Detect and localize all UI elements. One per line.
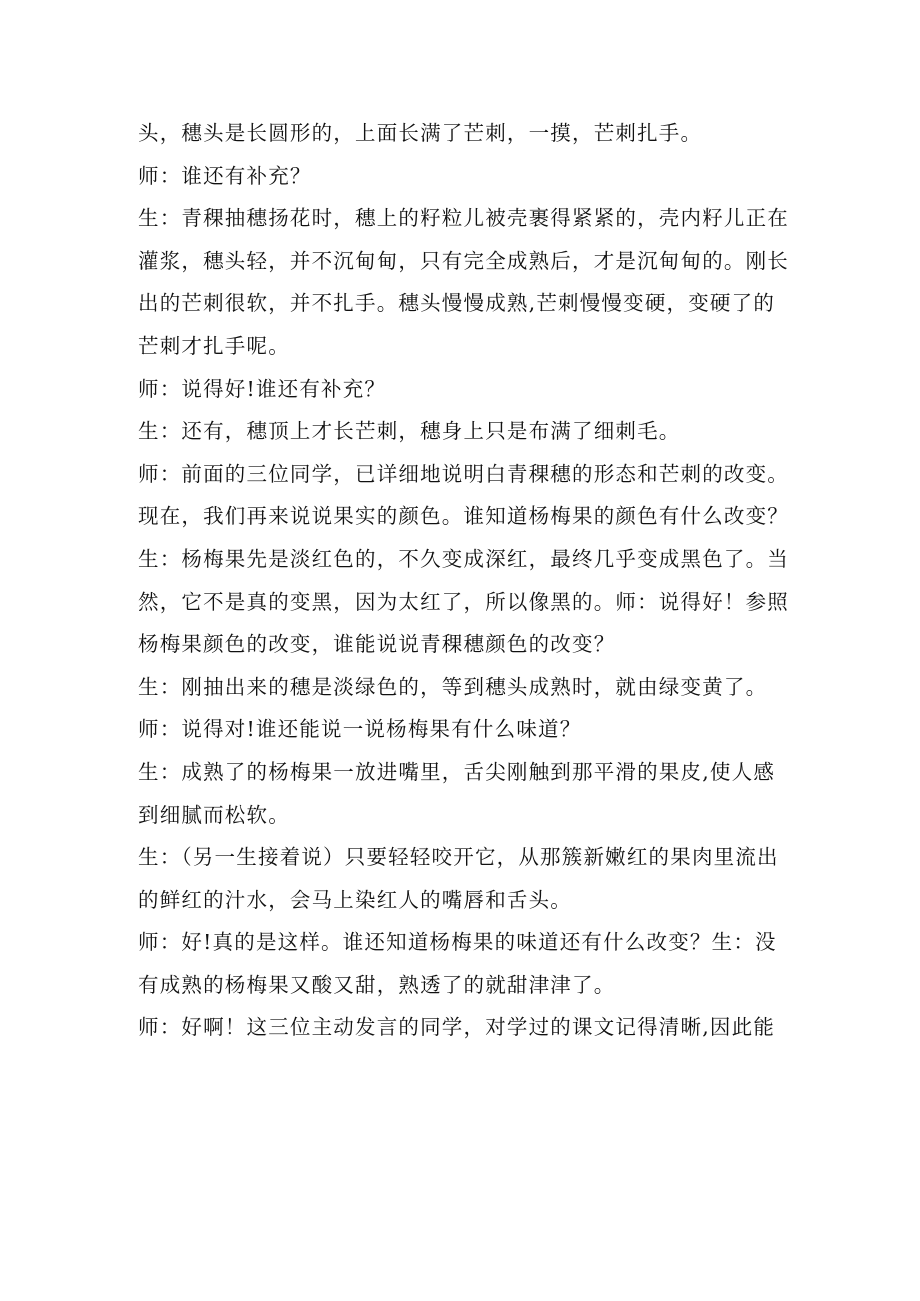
text-line: 师：好!真的是这样。谁还知道杨梅果的味道还有什么改变？生：没 xyxy=(138,930,777,955)
text-line: 师：谁还有补充？ xyxy=(138,163,312,188)
text-line: 灌浆，穗头轻，并不沉甸甸，只有完全成熟后，才是沉甸甸的。刚长 xyxy=(138,248,789,273)
text-line: 到细腻而松软。 xyxy=(138,802,290,827)
text-line: 生：（另一生接着说）只要轻轻咬开它，从那簇新嫩红的果肉里流出 xyxy=(138,845,779,870)
text-line: 然，它不是真的变黑，因为太红了，所以像黑的。师：说得好！参照 xyxy=(138,589,789,614)
text-line: 生：刚抽出来的穗是淡绿色的，等到穗头成熟时，就由绿变黄了。 xyxy=(138,674,768,699)
text-line: 生：还有，穗顶上才长芒刺，穗身上只是布满了细刺毛。 xyxy=(138,419,681,444)
text-line: 生：杨梅果先是淡红色的，不久变成深红，最终几乎变成黑色了。当 xyxy=(138,546,789,571)
text-line: 出的芒刺很软，并不扎手。穗头慢慢成熟,芒刺慢慢变硬，变硬了的 xyxy=(138,291,776,316)
text-line: 师：好啊！这三位主动发言的同学，对学过的课文记得清晰,因此能 xyxy=(138,1015,776,1040)
text-line: 师：说得对!谁还能说一说杨梅果有什么味道？ xyxy=(138,717,582,742)
text-line: 芒刺才扎手呢。 xyxy=(138,333,290,358)
text-line: 生：成熟了的杨梅果一放进嘴里，舌尖刚触到那平滑的果皮,使人感 xyxy=(138,759,776,784)
text-line: 头，穗头是长圆形的，上面长满了芒刺，一摸，芒刺扎手。 xyxy=(138,121,703,145)
text-line: 杨梅果颜色的改变，谁能说说青稞穗颜色的改变？ xyxy=(138,632,616,657)
text-line: 现在，我们再来说说果实的颜色。谁知道杨梅果的颜色有什么改变？ xyxy=(138,504,789,529)
text-line: 师：说得好!谁还有补充？ xyxy=(138,376,387,401)
text-line: 生：青稞抽穗扬花时，穗上的籽粒儿被壳裹得紧紧的，壳内籽儿正在 xyxy=(138,206,789,231)
text-line: 有成熟的杨梅果又酸又甜，熟透了的就甜津津了。 xyxy=(138,972,616,997)
text-line: 的鲜红的汁水，会马上染红人的嘴唇和舌头。 xyxy=(138,887,572,912)
text-line: 师：前面的三位同学，已详细地说明白青稞穗的形态和芒刺的改变。 xyxy=(138,461,789,486)
document-body xyxy=(138,112,798,1049)
